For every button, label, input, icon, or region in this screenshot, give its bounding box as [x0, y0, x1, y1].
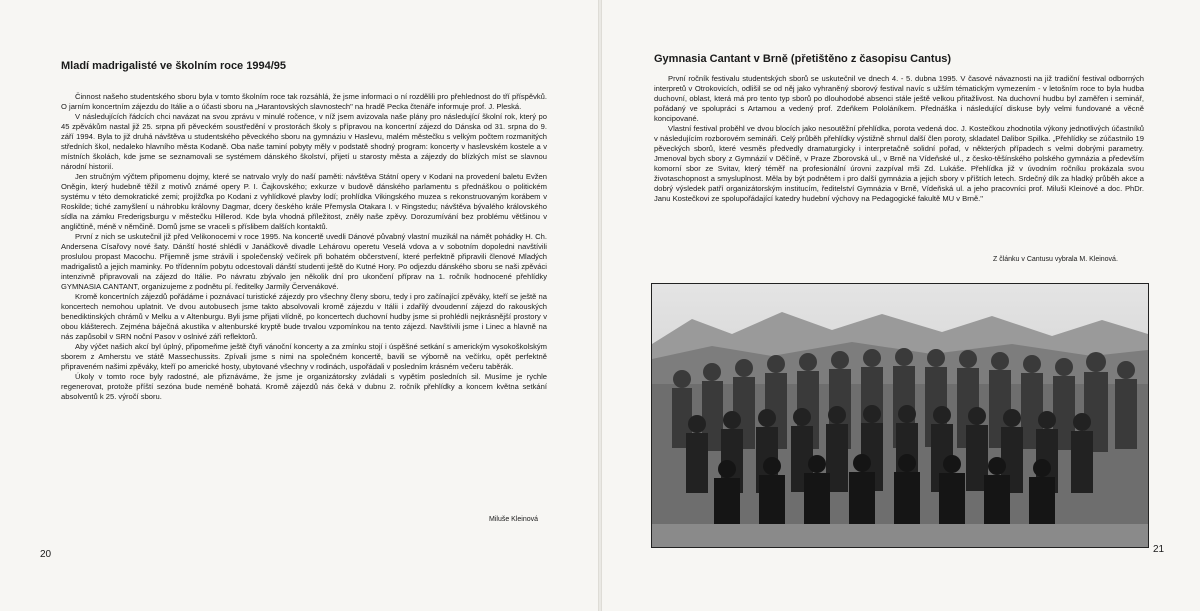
right-article-title: Gymnasia Cantant v Brně (přetištěno z časopisu Cantus) — [654, 53, 952, 65]
paragraph: V následujících řádcích chci navázat na svou zprávu v minulé ročence, v níž jsem avizovala naše plány pro následující školní rok, který po 45 zpěvákům nastal již 25. srpna při pěveckém soustředění v prostorách školy s přípravou na koncertní zájezd do Dánska od 31. srpna do 9. září 1994. Byla to již druhá návštěva u studentského pěveckého sboru na gymnáziu v Haslevu, malém městečku s velkým počtem rozmanitých středních škol, nedaleko hlavního města Kodaně. Oba naše taminí pobyty měly v podstatě shodný program: koncerty v haslevském kostele a v místních školách, kde jsme se seznamovali se systémem dánského školství, přijetí u starosty města a zájezdy do blízkých míst se slavnou národní historií. — [61, 112, 547, 171]
page-number-left: 20 — [40, 549, 52, 560]
paragraph: Činnost našeho studentského sboru byla v tomto školním roce tak rozsáhlá, že jsme informaci o ní rozdělili pro přehlednost do tří příspěvků. O jarním koncertním zájezdu do Itálie a o účasti sboru na „Harantovských slavnostech" na hradě Pecka čtenáře informuje prof. J. Pleská. — [61, 92, 547, 111]
paragraph: Aby výčet našich akcí byl úplný, připomeňme ještě čtyři vánoční koncerty a za zmínku stojí i úspěšné setkání s americkým vysokoškolským sborem z Amherstu ve státě Massechussits. Zpívali jsme s nimi na společném koncertě, bavili se výborně na večírku, opět perfektně připraveném našimi zpěváky, kteří po americké hosty, ubytované všechny v rodinách, uspořádali v posledním krásném večeru taběrák. — [61, 342, 547, 371]
paragraph: Vlastní festival proběhl ve dvou blocích jako nesoutěžní přehlídka, porota vedená doc. J. Kostečkou zhodnotila výkony jednotlivých účastníků v následujícím rozborovém semináři. Celý průběh přehlídky výstižně shrnul další člen poroty, skladatel Dalibor Spilka. „Přehlídky se zúčastnilo 19 pěveckých sborů, které vesměs předvedly dramaturgicky i interpretačně solidní pořad, v některých případech s velmi dobrými parametry. Jmenoval bych sbory z Gymnázií v Děčíně, v Praze Zborovská ul., v Brně na Vídeňské ul., z česko-těšínského polského gymnázia a především komorní sbor ze Svitav, který téměř na profesionální úrovni zazpíval mši Zd. Lukáše. Přehlídka již v úvodním ročníku prokázala svou životaschopnost a smysluplnost. Měla by být podnětem i pro další gymnázia a jejich sbory v příštích letech. Srdečný dík za hladký průběh akce a dobrý výsledek patří organizátorským institucím, ředitelství Gymnázia v Brně, Vídeňská ul. a jeho pracovníci prof. Miluši Kleinové a doc. PhDr. Janu Kostečkovi ze spolupořádající katedry hudební výchovy na Pedagogické fakultě MU v Brně." — [654, 124, 1144, 203]
source-note: Z článku v Cantusu vybrala M. Kleinová. — [993, 256, 1118, 263]
left-article-body — [61, 92, 547, 402]
page-number-right: 21 — [1153, 544, 1165, 555]
paragraph: Kromě koncertních zájezdů pořádáme i poznávací turistické zájezdy pro všechny členy sboru, tedy i pro začínající zpěváky, kteří se ještě na koncertech nemohou uplatnit. Ve dvou autobusech jsme takto absolvovali kromě zájezdu v Itálii i zdařilý dvoudenní zájezd do rakouských benediktinských chrámů v Melku a v Altenburgu. Byli jsme přijati vlídně, po koncertech duchovní hudby jsme si prohlédli nejkrásnější prostory v obou klášterech. Zejména báječná akustika v altenburské kryptě bude trvalou vzpomínkou na tento zájezd. Navštívili jsme i Linec a hlavně na nás zapůsobil v SRN noční Pasov v oslnivé záři reflektorů. — [61, 292, 547, 341]
right-article-body — [654, 74, 1144, 204]
right-page — [602, 0, 1200, 611]
paragraph: První ročník festivalu studentských sborů se uskutečnil ve dnech 4. - 5. dubna 1995. V časové návaznosti na již tradiční festival odborných interpretů v Otrokovicích, odlišil se od něj jako vyhraněný sborový festival navíc s užším tématickým vymezením - v letošním roce to byla hudba duchovní, oblast, která má pro tento typ sborů po dlouhodobé absenci stále ještě velkou přitažlivost. Na duchovní hudbu byl zaměřen i seminář, pořádaný ve spolupráci s Artamou a vedený prof. Zdeňkem Pololáníkem. Přednáška i následující diskuse byly velmi fundované a věcně koncipované. — [654, 74, 1144, 123]
paragraph: První z nich se uskutečnil již před Velikonocemi v roce 1995. Na koncertě uvedli Dánové půvabný vlastní muzikál na námět pohádky H. Ch. Andersena Císařovy nové šaty. Dánští hosté shlédli v Janáčkově divadle Lehárovu operetu Veselá vdova a v sobotním dopoledni navštívili proslulou propast Macochu. Přijemně jsme strávili i společenský večírek při bohatém občerstvení, které perfektně připravili členové Mladých madrigalistů a jejich maminky. Po třídenním pobytu odcestovali dánští studenti ještě do Kutné Hory. Po odjezdu dánského sboru se naši zpěváci intenzivně připravovali na zájezd do Itálie. Po návratu zbývalo jen několik dní pro ukončení příprav na 1. ročník hodnocené přehlídky GYMNASIA CANTANT, organizujeme z podnětu pí. ředitelky Jarmily Červenákové. — [61, 232, 547, 291]
choir-group-photo-image — [652, 284, 1148, 547]
paragraph: Jen stručným výčtem připomenu dojmy, které se natrvalo vryly do naší paměti: návštěva Státní opery v Kodani na provedení baletu Evžen Oněgin, který hudebně těžil z motivů známé opery P. I. Čajkovského; exkurze v budově dánského parlamentu s přednáškou o politickém systému v této demokratické zemi; projížďka po Kodani z vyhlídkové plavby lodí; prohlídka Vikingského muzea s rekonstruovaným korábem v Roskilde; tiché zamyšlení u náhrobku královny Dagmar, dcery českého krále Přemysla Otakara I. v Ringstedu; návštěva bývalého královského sídla na zámku Frederigsburgu v městečku Hillerod. Kde byla vhodná příležitost, zněly naše zpěvy. Dorozumívání bez problému většinou v angličtině, méně v němčině. Domů jsme se vraceli s příslibem dalších kontaktů. — [61, 172, 547, 231]
paragraph: Úkoly v tomto roce byly radostné, ale přiznáváme, že jsme je organizátorsky zvládali s vypětím posledních sil. Musíme je rychle regenerovat, protože příští sezóna bude neméně bohatá. Kromě zájezdů nás čeká v dubnu 2. ročník přehlídky a koncem května setkání absolventů k 25. výročí sboru. — [61, 372, 547, 401]
left-signature: Miluše Kleinová — [489, 516, 539, 523]
left-article-title: Mladí madrigalisté ve školním roce 1994/95 — [61, 60, 286, 72]
group-photo — [651, 283, 1149, 548]
left-page — [0, 0, 598, 611]
